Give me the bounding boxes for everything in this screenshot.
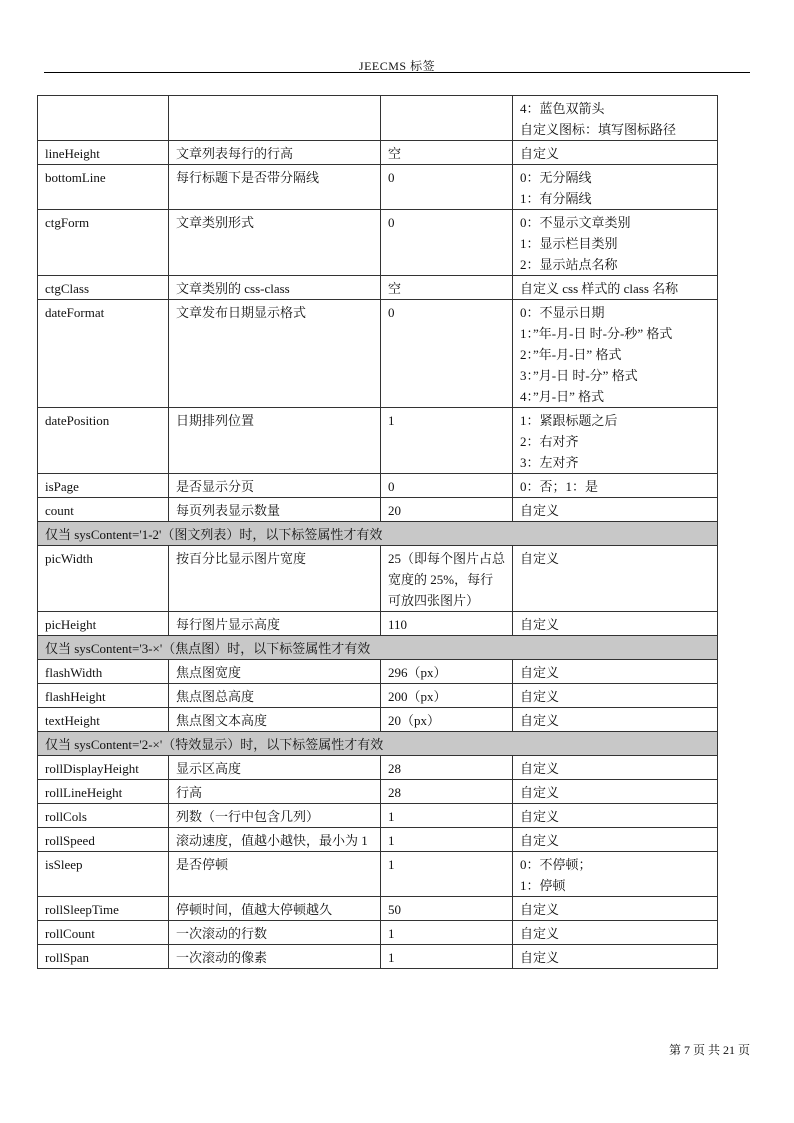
attribute-description-cell [169, 684, 381, 708]
tag-attributes-table [37, 95, 718, 969]
attribute-description-cell-text: 每行标题下是否带分隔线 [176, 170, 320, 185]
page-number: 第 7 页 共 21 页 [668, 1043, 750, 1057]
attribute-name-cell [38, 612, 169, 636]
attribute-description-cell-text: 显示区高度 [176, 761, 242, 776]
attribute-values-cell [513, 828, 718, 852]
attribute-value-line: 自定义 [520, 902, 560, 917]
attribute-default-cell [381, 300, 513, 408]
attribute-value-line: 1：紧跟标题之后 [520, 413, 618, 428]
table-row [38, 852, 718, 897]
attribute-description-cell [169, 945, 381, 969]
attribute-values-cell [513, 804, 718, 828]
attribute-description-cell [169, 165, 381, 210]
attribute-value-line: 3：左对齐 [520, 455, 579, 470]
attribute-values-cell [513, 921, 718, 945]
attribute-description-cell-text: 滚动速度，值越小越快，最小为 1 [176, 833, 368, 848]
attribute-value-line: 自定义 [520, 926, 560, 941]
attribute-name-cell-text: bottomLine [45, 170, 106, 185]
attribute-name-cell [38, 300, 169, 408]
attribute-description-cell [169, 210, 381, 276]
attribute-description-cell-text: 焦点图总高度 [176, 689, 255, 704]
attribute-values-cell [513, 408, 718, 474]
table-row [38, 660, 718, 684]
table-row [38, 828, 718, 852]
attribute-description-cell [169, 141, 381, 165]
table-row [38, 804, 718, 828]
attribute-values-cell [513, 96, 718, 141]
attribute-values-cell [513, 897, 718, 921]
attribute-default-cell-text: 28 [388, 761, 401, 776]
attribute-default-cell [381, 96, 513, 141]
page-header-title: JEECMS 标签 [358, 59, 436, 73]
attribute-default-cell [381, 141, 513, 165]
attribute-values-cell [513, 141, 718, 165]
attribute-name-cell-text: count [45, 503, 74, 518]
attribute-description-cell-text: 停顿时间，值越大停顿越久 [176, 902, 333, 917]
attribute-name-cell-text: rollLineHeight [45, 785, 123, 800]
attribute-value-line: 1：有分隔线 [520, 191, 592, 206]
attribute-name-cell-text: rollDisplayHeight [45, 761, 139, 776]
attribute-default-cell-text: 1 [388, 950, 395, 965]
table-row [38, 498, 718, 522]
attribute-name-cell [38, 804, 169, 828]
header-divider [44, 72, 750, 73]
attribute-default-cell-text: 0 [388, 479, 395, 494]
attribute-value-line: 1：显示栏目类别 [520, 236, 618, 251]
attribute-default-cell-text: 空 [388, 146, 402, 161]
attribute-value-line: 自定义 [520, 503, 560, 518]
table-row [38, 945, 718, 969]
attribute-description-cell-text: 每行图片显示高度 [176, 617, 281, 632]
attribute-default-cell-text: 0 [388, 215, 395, 230]
attribute-name-cell-text: rollCount [45, 926, 95, 941]
attribute-values-cell [513, 708, 718, 732]
attribute-description-cell [169, 612, 381, 636]
attribute-default-cell-text: 空 [388, 281, 402, 296]
section-header-text: 仅当 sysContent='2-×'（特效显示）时，以下标签属性才有效 [38, 732, 718, 756]
attribute-default-cell [381, 897, 513, 921]
attribute-value-line: 1：”年-月-日 时-分-秒” 格式 [520, 326, 673, 341]
attribute-name-cell [38, 96, 169, 141]
attribute-name-cell [38, 474, 169, 498]
attribute-values-cell [513, 498, 718, 522]
attribute-values-cell [513, 756, 718, 780]
attribute-default-cell [381, 276, 513, 300]
attribute-description-cell-text: 文章类别的 css-class [176, 281, 290, 296]
attribute-default-cell [381, 828, 513, 852]
attribute-value-line: 自定义图标：填写图标路径 [520, 122, 677, 137]
attribute-value-line: 0：不显示文章类别 [520, 215, 631, 230]
attribute-default-cell [381, 165, 513, 210]
attribute-value-line: 自定义 [520, 665, 560, 680]
section-header-row [38, 732, 718, 756]
attribute-value-line: 自定义 [520, 950, 560, 965]
attribute-description-cell-text: 日期排列位置 [176, 413, 255, 428]
attribute-description-cell-text: 每页列表显示数量 [176, 503, 281, 518]
attribute-default-cell-text: 0 [388, 305, 395, 320]
attribute-name-cell-text: datePosition [45, 413, 110, 428]
attribute-default-cell [381, 684, 513, 708]
section-header-text: 仅当 sysContent='3-×'（焦点图）时，以下标签属性才有效 [38, 636, 718, 660]
attribute-description-cell-text: 是否显示分页 [176, 479, 255, 494]
attribute-description-cell-text: 是否停顿 [176, 857, 229, 872]
table-row [38, 141, 718, 165]
attribute-name-cell [38, 684, 169, 708]
attribute-values-cell [513, 612, 718, 636]
attribute-description-cell-text: 文章发布日期显示格式 [176, 305, 307, 320]
attribute-name-cell-text: rollSpan [45, 950, 90, 965]
table-row [38, 300, 718, 408]
attribute-value-line: 4：”月-日” 格式 [520, 389, 605, 404]
attribute-description-cell-text: 文章列表每行的行高 [176, 146, 294, 161]
attribute-value-line: 2：右对齐 [520, 434, 579, 449]
table-row [38, 276, 718, 300]
attribute-name-cell [38, 780, 169, 804]
attribute-name-cell [38, 708, 169, 732]
attribute-values-cell [513, 945, 718, 969]
attribute-default-cell [381, 612, 513, 636]
table-row [38, 408, 718, 474]
table-row [38, 612, 718, 636]
attribute-description-cell [169, 498, 381, 522]
section-header-row [38, 522, 718, 546]
attribute-description-cell-text: 一次滚动的像素 [176, 950, 268, 965]
attribute-value-line: 0：不显示日期 [520, 305, 605, 320]
section-header-text: 仅当 sysContent='1-2'（图文列表）时，以下标签属性才有效 [38, 522, 718, 546]
section-header-row [38, 636, 718, 660]
table-row [38, 780, 718, 804]
attribute-values-cell [513, 660, 718, 684]
attribute-value-line: 自定义 [520, 713, 560, 728]
attribute-value-line: 2：显示站点名称 [520, 257, 618, 272]
attribute-name-cell-text: dateFormat [45, 305, 105, 320]
attribute-name-cell [38, 921, 169, 945]
attribute-values-cell [513, 546, 718, 612]
attribute-default-cell [381, 921, 513, 945]
attribute-value-line: 0：不停顿； [520, 857, 592, 872]
attribute-default-cell-text: 1 [388, 809, 395, 824]
attribute-value-line: 2：”年-月-日” 格式 [520, 347, 622, 362]
attribute-value-line: 0：否；1：是 [520, 479, 599, 494]
attribute-name-cell [38, 276, 169, 300]
attribute-name-cell [38, 165, 169, 210]
attribute-name-cell-text: ctgForm [45, 215, 90, 230]
attribute-value-line: 0：无分隔线 [520, 170, 592, 185]
attribute-description-cell [169, 921, 381, 945]
attribute-description-cell-text: 焦点图文本高度 [176, 713, 268, 728]
attribute-name-cell-text: picWidth [45, 551, 93, 566]
attribute-default-cell [381, 852, 513, 897]
attribute-name-cell-text: isSleep [45, 857, 83, 872]
attribute-values-cell [513, 165, 718, 210]
attribute-value-line: 4：蓝色双箭头 [520, 101, 605, 116]
attribute-description-cell [169, 660, 381, 684]
attribute-name-cell-text: rollSleepTime [45, 902, 119, 917]
attribute-description-cell [169, 96, 381, 141]
attribute-description-cell [169, 804, 381, 828]
attribute-value-line: 自定义 [520, 689, 560, 704]
attribute-default-cell [381, 756, 513, 780]
attribute-name-cell [38, 828, 169, 852]
attribute-description-cell [169, 780, 381, 804]
attribute-values-cell [513, 210, 718, 276]
attribute-value-line: 自定义 [520, 146, 560, 161]
attribute-values-cell [513, 300, 718, 408]
attribute-description-cell [169, 756, 381, 780]
table-row [38, 897, 718, 921]
attribute-name-cell-text: isPage [45, 479, 79, 494]
attribute-name-cell [38, 408, 169, 474]
table-row [38, 96, 718, 141]
attribute-value-line: 3：”月-日 时-分” 格式 [520, 368, 638, 383]
attribute-value-line: 自定义 [520, 785, 560, 800]
attribute-name-cell [38, 852, 169, 897]
attribute-default-cell [381, 546, 513, 612]
attribute-name-cell-text: lineHeight [45, 146, 100, 161]
attribute-name-cell [38, 660, 169, 684]
attribute-value-line: 自定义 [520, 809, 560, 824]
attribute-name-cell [38, 897, 169, 921]
attribute-default-cell [381, 804, 513, 828]
attribute-default-cell [381, 660, 513, 684]
attribute-default-cell-text: 25（即每个图片占总宽度的 25%，每行可放四张图片） [388, 551, 506, 608]
attribute-default-cell-text: 1 [388, 857, 395, 872]
attribute-value-line: 自定义 [520, 617, 560, 632]
attribute-value-line: 自定义 [520, 833, 560, 848]
table-row [38, 165, 718, 210]
attribute-default-cell [381, 780, 513, 804]
attribute-name-cell-text: flashHeight [45, 689, 106, 704]
attribute-description-cell-text: 一次滚动的行数 [176, 926, 268, 941]
attribute-value-line: 1：停顿 [520, 878, 566, 893]
attribute-name-cell [38, 546, 169, 612]
attribute-name-cell-text: rollCols [45, 809, 87, 824]
attribute-description-cell-text: 列数（一行中包含几列） [176, 809, 320, 824]
table-row [38, 474, 718, 498]
attribute-description-cell-text: 行高 [176, 785, 203, 800]
attribute-default-cell [381, 408, 513, 474]
attribute-default-cell-text: 110 [388, 617, 408, 632]
attribute-description-cell [169, 474, 381, 498]
attribute-default-cell-text: 200（px） [388, 689, 447, 704]
table-row [38, 756, 718, 780]
attribute-values-cell [513, 852, 718, 897]
attribute-description-cell [169, 300, 381, 408]
attribute-value-line: 自定义 css 样式的 class 名称 [520, 281, 679, 296]
attribute-default-cell [381, 498, 513, 522]
attribute-default-cell [381, 474, 513, 498]
table-row [38, 210, 718, 276]
table-row [38, 546, 718, 612]
table-row [38, 684, 718, 708]
attribute-name-cell [38, 210, 169, 276]
attribute-name-cell-text: ctgClass [45, 281, 90, 296]
attribute-description-cell [169, 852, 381, 897]
attribute-default-cell [381, 945, 513, 969]
attribute-default-cell [381, 708, 513, 732]
attribute-name-cell-text: picHeight [45, 617, 97, 632]
attribute-description-cell [169, 546, 381, 612]
attribute-name-cell [38, 945, 169, 969]
attribute-description-cell-text: 文章类别形式 [176, 215, 255, 230]
attribute-description-cell-text: 焦点图宽度 [176, 665, 242, 680]
attribute-description-cell [169, 276, 381, 300]
attribute-default-cell-text: 20（px） [388, 713, 441, 728]
attribute-default-cell-text: 296（px） [388, 665, 447, 680]
attribute-values-cell [513, 780, 718, 804]
table-row [38, 708, 718, 732]
attribute-values-cell [513, 474, 718, 498]
table-body [38, 96, 718, 969]
attribute-value-line: 自定义 [520, 761, 560, 776]
attribute-default-cell-text: 1 [388, 926, 395, 941]
attribute-default-cell-text: 28 [388, 785, 401, 800]
attribute-default-cell [381, 210, 513, 276]
attribute-default-cell-text: 50 [388, 902, 401, 917]
attribute-name-cell-text: flashWidth [45, 665, 103, 680]
attribute-default-cell-text: 0 [388, 170, 395, 185]
attribute-description-cell [169, 828, 381, 852]
attribute-default-cell-text: 1 [388, 413, 395, 428]
attribute-default-cell-text: 20 [388, 503, 401, 518]
attribute-name-cell [38, 756, 169, 780]
attribute-name-cell-text: rollSpeed [45, 833, 95, 848]
attribute-description-cell-text: 按百分比显示图片宽度 [176, 551, 307, 566]
attribute-description-cell [169, 408, 381, 474]
attribute-value-line: 自定义 [520, 551, 560, 566]
attribute-name-cell-text: textHeight [45, 713, 100, 728]
attribute-default-cell-text: 1 [388, 833, 395, 848]
attribute-description-cell [169, 897, 381, 921]
table-row [38, 921, 718, 945]
attribute-name-cell [38, 141, 169, 165]
attribute-description-cell [169, 708, 381, 732]
attribute-values-cell [513, 276, 718, 300]
attribute-values-cell [513, 684, 718, 708]
attribute-name-cell [38, 498, 169, 522]
